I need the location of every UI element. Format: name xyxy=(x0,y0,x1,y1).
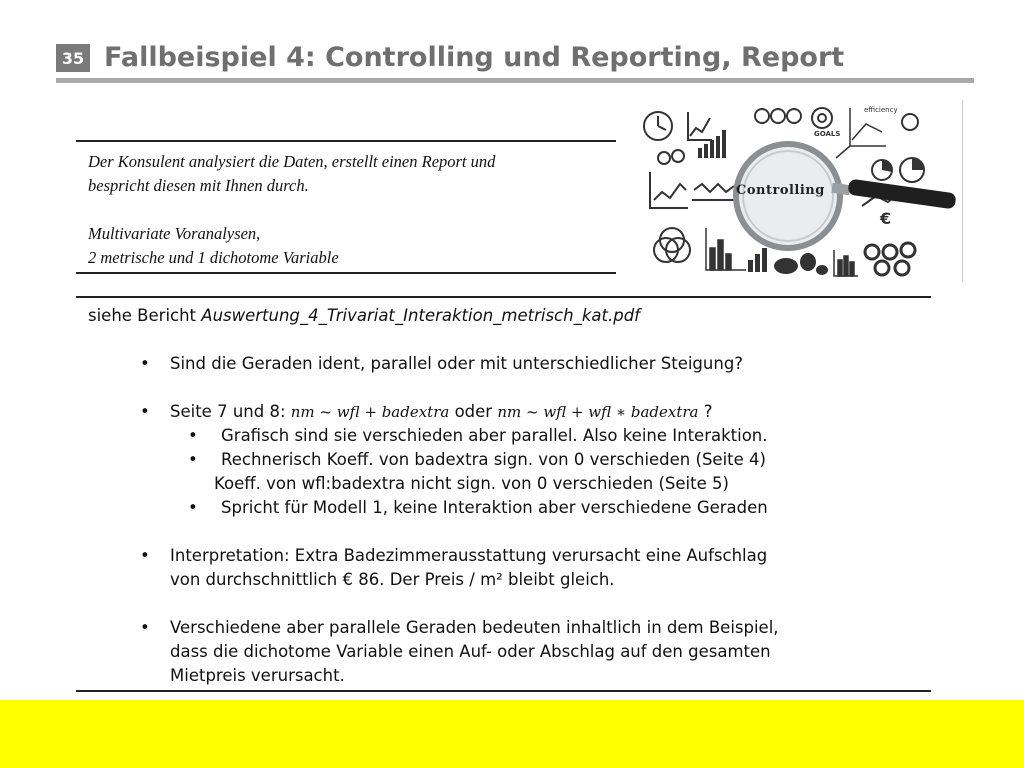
gears-icon xyxy=(865,243,915,275)
report-reference-prefix: siehe Bericht xyxy=(88,306,202,325)
scenario-line: Multivariate Voranalysen, xyxy=(88,224,261,243)
scenario-line: 2 metrische und 1 dichotome Variable xyxy=(88,248,339,267)
scenario-text xyxy=(88,150,495,270)
sub-bullet-computed-cont: Koeff. von wfl:badextra nicht sign. von 0 verschieden (Seite 5) xyxy=(214,474,729,493)
controlling-label: Controlling xyxy=(736,183,825,198)
target-icon xyxy=(812,108,832,128)
pie-chart-icon xyxy=(900,158,924,182)
pie-chart-large-icon xyxy=(872,160,892,180)
title-divider xyxy=(56,78,974,83)
bullet-question: • Sind die Geraden ident, parallel oder mit unterschiedlicher Steigung? xyxy=(88,352,779,376)
sub-bullet-graphic: • Grafisch sind sie verschieden aber parallel. Also keine Interaktion. xyxy=(88,424,779,448)
world-map-icon xyxy=(774,253,828,275)
gear-icon xyxy=(658,150,684,164)
sub-bullet-model: • Spricht für Modell 1, keine Interaktion aber verschiedene Geraden xyxy=(88,496,779,520)
wave-chart-icon xyxy=(692,184,736,200)
globe-icon xyxy=(902,114,918,130)
goals-label: GOALS xyxy=(814,130,841,138)
scenario-line: bespricht diesen mit Ihnen durch. xyxy=(88,176,309,195)
bullet-pages-suffix: ? xyxy=(698,402,713,421)
chart-icon xyxy=(688,112,712,140)
bullet-pages xyxy=(88,400,779,424)
line-chart-icon xyxy=(650,172,688,208)
slide-title: Fallbeispiel 4: Controlling und Reporting, Report xyxy=(104,42,845,73)
scenario-box xyxy=(76,140,616,274)
clock-icon xyxy=(644,112,672,140)
slide-number-badge: 35 xyxy=(56,44,90,72)
bullet-pages-prefix: Seite 7 und 8: xyxy=(170,402,291,421)
bar-chart-icon xyxy=(698,130,726,158)
report-reference xyxy=(88,304,779,328)
smiley-icons xyxy=(755,109,801,123)
bar-chart-small-icon xyxy=(834,250,858,276)
report-content xyxy=(88,304,779,688)
efficiency-label: efficiency xyxy=(864,106,898,114)
euro-symbol: € xyxy=(880,209,892,228)
bullet-pages-mid: oder xyxy=(449,402,498,421)
bullet-meaning-cont: dass die dichotome Variable einen Auf- oder Abschlag auf den gesamten xyxy=(170,642,771,661)
bullet-interpretation-cont: von durchschnittlich € 86. Der Preis / m² bleibt gleich. xyxy=(170,570,615,589)
scenario-line: Der Konsulent analysiert die Daten, erstellt einen Report und xyxy=(88,152,496,171)
report-box xyxy=(76,296,931,692)
report-filename: Auswertung_4_Trivariat_Interaktion_metrisch_kat.pdf xyxy=(201,306,640,325)
bullet-meaning-cont: Mietpreis verursacht. xyxy=(170,666,345,685)
controlling-illustration xyxy=(636,100,963,282)
formula-model-1: nm ~ wfl + badextra xyxy=(290,403,450,421)
sub-bullet-computed: • Rechnerisch Koeff. von badextra sign. von 0 verschieden (Seite 4) xyxy=(88,448,779,472)
bullet-meaning: • Verschiedene aber parallele Geraden bedeuten inhaltlich in dem Beispiel, xyxy=(88,616,779,640)
footer-band xyxy=(0,700,1024,768)
venn-diagram-icon xyxy=(654,228,690,262)
bullet-interpretation: • Interpretation: Extra Badezimmerausstattung verursacht eine Aufschlag xyxy=(88,544,779,568)
formula-model-2: nm ~ wfl + wfl ∗ badextra xyxy=(497,403,699,421)
success-bars-icon xyxy=(748,248,767,272)
grid-chart-icon xyxy=(706,228,746,270)
axis-3d-icon xyxy=(836,108,886,158)
